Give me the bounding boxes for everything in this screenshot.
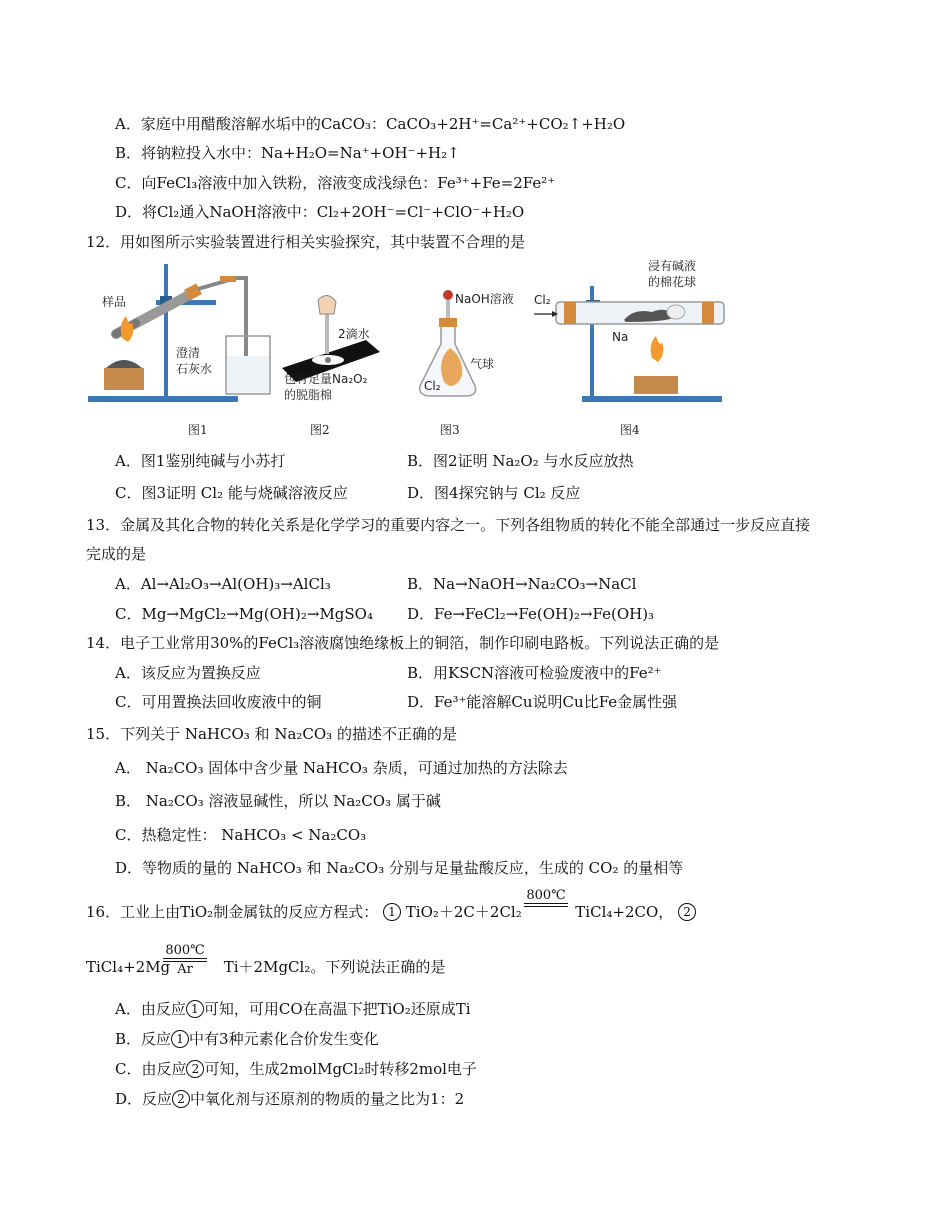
q16-option-b: [115, 1029, 379, 1049]
q11-option-c: C．向FeCl₃溶液中加入铁粉，溶液变成浅绿色：Fe³⁺+Fe=2Fe²⁺: [115, 174, 556, 192]
reaction-2-marker: 2: [678, 903, 696, 921]
q16-stem-line-2: [86, 957, 445, 977]
caption-figure-3: 图3: [440, 423, 460, 437]
q14-stem: 14．电子工业常用30%的FeCl₃溶液腐蚀绝缘板上的铜箔，制作印刷电路板。下列说法正确的是: [86, 634, 720, 652]
q16-option-b-text: 中有3种元素化合价发生变化: [189, 1030, 379, 1048]
figure-1-apparatus: [88, 264, 270, 402]
q12-stem: 12．用如图所示实验装置进行相关实验探究，其中装置不合理的是: [86, 233, 526, 251]
caption-figure-4: 图4: [620, 423, 640, 437]
label-soaked-cotton-2: 的棉花球: [648, 275, 697, 289]
q13-stem-line-1: 13．金属及其化合物的转化关系是化学学习的重要内容之一。下列各组物质的转化不能全部通过一步反应直接: [86, 516, 811, 534]
label-cotton-2: 的脱脂棉: [284, 388, 333, 402]
label-soaked-cotton-1: 浸有碱液: [648, 259, 697, 273]
reaction-1-temperature: 800℃: [526, 888, 566, 903]
q15-option-b: B． Na₂CO₃ 溶液显碱性，所以 Na₂CO₃ 属于碱: [115, 792, 441, 810]
q16-option-b-marker: 1: [171, 1030, 189, 1048]
q16-option-d-text: 中氧化剂与还原剂的物质的量之比为1：2: [190, 1090, 465, 1108]
q11-option-d: D．将Cl₂通入NaOH溶液中：Cl₂+2OH⁻=Cl⁻+ClO⁻+H₂O: [115, 203, 525, 221]
q16-option-a-text: 可知，可用CO在高温下把TiO₂还原成Ti: [203, 1000, 471, 1018]
q16-option-a: [115, 999, 471, 1019]
label-sample: 样品: [102, 295, 127, 309]
label-naoh-solution: NaOH溶液: [455, 292, 514, 306]
reaction-1-products: TiCl₄+2CO，: [575, 903, 674, 921]
reaction-1-equals: [524, 903, 568, 907]
caption-figure-2: 图2: [310, 423, 330, 437]
label-limewater-2: 石灰水: [176, 362, 213, 376]
q14-option-c: C．可用置换法回收废液中的铜: [115, 693, 322, 711]
q12-option-d: D．图4探究钠与 Cl₂ 反应: [407, 484, 581, 502]
label-cl2-flask: Cl₂: [424, 379, 441, 393]
q11-option-a: A．家庭中用醋酸溶解水垢中的CaCO₃：CaCO₃+2H⁺=Ca²⁺+CO₂↑+H₂O: [115, 115, 626, 133]
caption-figure-1: 图1: [188, 423, 208, 437]
reaction-1-reactants: TiO₂＋2C＋2Cl₂: [405, 903, 522, 921]
q16-option-a-prefix: A．由反应: [115, 1000, 186, 1018]
label-2-drops: 2滴水: [338, 327, 370, 341]
q16-option-c: [115, 1059, 477, 1079]
q16-stem-line-1: [86, 902, 696, 922]
q16-option-d-prefix: D．反应: [115, 1090, 173, 1108]
reaction-2-reactants: TiCl₄+2Mg: [86, 958, 171, 976]
q16-stem-intro: 16．工业上由TiO₂制金属钛的反应方程式：: [86, 903, 379, 921]
q14-option-a: A．该反应为置换反应: [115, 664, 261, 682]
q16-option-c-marker: 2: [186, 1060, 204, 1078]
reaction-2-condition: [163, 943, 207, 977]
reaction-2-products: Ti＋2MgCl₂。下列说法正确的是: [223, 958, 446, 976]
q14-option-b: B．用KSCN溶液可检验废液中的Fe²⁺: [407, 664, 662, 682]
q12-apparatus-figures: [86, 256, 736, 446]
q16-option-c-text: 可知，生成2molMgCl₂时转移2mol电子: [204, 1060, 477, 1078]
label-sodium: Na: [612, 330, 629, 344]
q12-option-a: A．图1鉴别纯碱与小苏打: [115, 452, 286, 470]
figure-3-apparatus: [420, 290, 514, 396]
q13-option-a: A．Al→Al₂O₃→Al(OH)₃→AlCl₃: [115, 575, 331, 593]
q16-option-d: [115, 1089, 464, 1109]
q15-option-a: A． Na₂CO₃ 固体中含少量 NaHCO₃ 杂质，可通过加热的方法除去: [115, 759, 568, 777]
figure-4-apparatus: [534, 258, 724, 402]
q16-option-b-prefix: B．反应: [115, 1030, 172, 1048]
reaction-2-temperature: 800℃: [165, 943, 205, 958]
q13-option-d: D．Fe→FeCl₂→Fe(OH)₂→Fe(OH)₃: [407, 605, 655, 623]
q14-option-d: D．Fe³⁺能溶解Cu说明Cu比Fe金属性强: [407, 693, 678, 711]
q12-option-b: B．图2证明 Na₂O₂ 与水反应放热: [407, 452, 634, 470]
q15-option-c: C．热稳定性： NaHCO₃ < Na₂CO₃: [115, 826, 367, 844]
q11-option-b: B．将钠粒投入水中：Na+H₂O=Na⁺+OH⁻+H₂↑: [115, 144, 460, 162]
reaction-1-condition: [524, 888, 568, 907]
label-limewater-1: 澄清: [176, 346, 201, 360]
reaction-1-marker: 1: [383, 903, 401, 921]
label-cl2-inlet: Cl₂: [534, 293, 551, 307]
q13-option-c: C．Mg→MgCl₂→Mg(OH)₂→MgSO₄: [115, 605, 373, 623]
q16-option-a-marker: 1: [186, 1000, 204, 1018]
q16-option-c-prefix: C．由反应: [115, 1060, 187, 1078]
q15-stem: 15．下列关于 NaHCO₃ 和 Na₂CO₃ 的描述不正确的是: [86, 725, 457, 743]
q13-option-b: B．Na→NaOH→Na₂CO₃→NaCl: [407, 575, 637, 593]
q12-option-c: C．图3证明 Cl₂ 能与烧碱溶液反应: [115, 484, 348, 502]
label-balloon: 气球: [470, 357, 495, 371]
q16-option-d-marker: 2: [172, 1090, 190, 1108]
q15-option-d: D．等物质的量的 NaHCO₃ 和 Na₂CO₃ 分别与足量盐酸反应，生成的 CO₂ 的量相等: [115, 859, 684, 877]
figure-2-apparatus: [282, 295, 380, 402]
q13-stem-line-2: 完成的是: [86, 545, 147, 563]
label-cotton-1: 包有足量Na₂O₂: [284, 372, 368, 386]
reaction-2-atmosphere: Ar: [177, 962, 193, 977]
